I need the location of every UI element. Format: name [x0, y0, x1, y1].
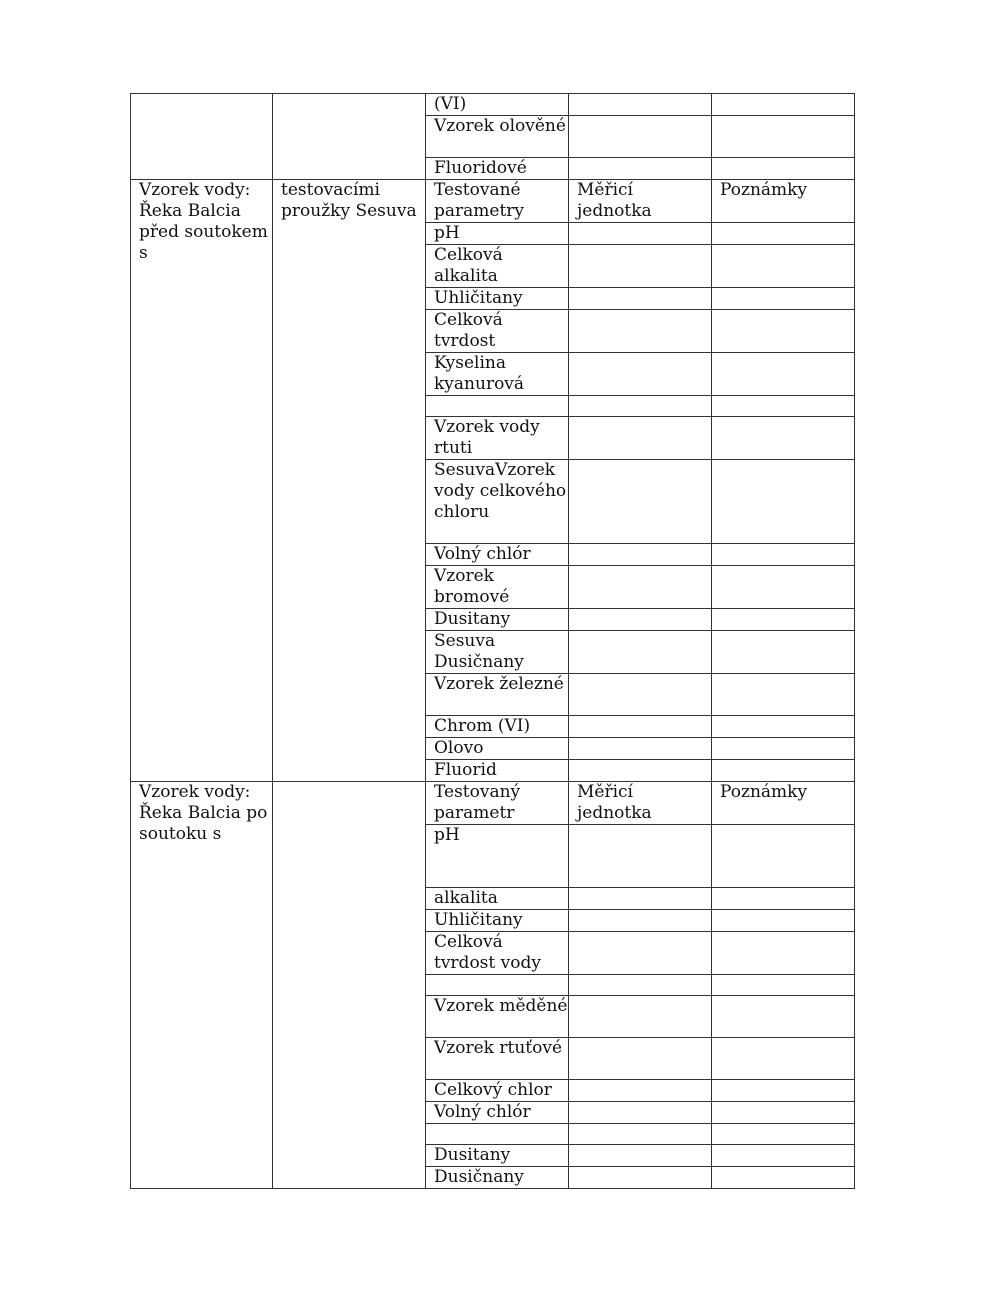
note-cell	[712, 716, 855, 738]
note-cell	[712, 1124, 855, 1145]
parameter-cell: Kyselina kyanurová	[426, 353, 569, 396]
note-cell	[712, 1167, 855, 1189]
parameter-cell: Dusičnany	[426, 1167, 569, 1189]
note-cell	[712, 396, 855, 417]
parameter-cell: Olovo	[426, 738, 569, 760]
note-cell	[712, 1102, 855, 1124]
note-cell	[712, 353, 855, 396]
note-cell	[712, 310, 855, 353]
parameter-cell	[426, 975, 569, 996]
parameter-cell: Vzorek olověné	[426, 116, 569, 158]
note-cell: Poznámky	[712, 180, 855, 223]
method-cell	[273, 782, 426, 1189]
unit-cell	[569, 396, 712, 417]
unit-cell	[569, 996, 712, 1038]
table-row	[131, 782, 855, 825]
note-cell	[712, 1145, 855, 1167]
note-cell	[712, 223, 855, 245]
parameter-cell: (VI)	[426, 94, 569, 116]
parameter-cell: Testovaný parametr	[426, 782, 569, 825]
parameter-cell: Vzorek rtuťové	[426, 1038, 569, 1080]
unit-cell	[569, 674, 712, 716]
method-cell: testovacími proužky Sesuva	[273, 180, 426, 782]
parameter-cell: Vzorek železné	[426, 674, 569, 716]
parameter-cell	[426, 1124, 569, 1145]
note-cell	[712, 888, 855, 910]
parameter-cell: Dusitany	[426, 609, 569, 631]
unit-cell	[569, 609, 712, 631]
note-cell	[712, 932, 855, 975]
unit-cell	[569, 544, 712, 566]
parameter-cell: Vzorek vody rtuti	[426, 417, 569, 460]
unit-cell	[569, 631, 712, 674]
unit-cell: Měřicí jednotka	[569, 782, 712, 825]
unit-cell: Měřicí jednotka	[569, 180, 712, 223]
note-cell	[712, 1080, 855, 1102]
note-cell	[712, 1038, 855, 1080]
note-cell	[712, 288, 855, 310]
unit-cell	[569, 1124, 712, 1145]
parameter-cell: Testované parametry	[426, 180, 569, 223]
parameter-cell: Fluorid	[426, 760, 569, 782]
unit-cell	[569, 888, 712, 910]
unit-cell	[569, 910, 712, 932]
note-cell: Poznámky	[712, 782, 855, 825]
parameter-cell: Celková alkalita	[426, 245, 569, 288]
unit-cell	[569, 353, 712, 396]
parameter-cell: Sesuva Dusičnany	[426, 631, 569, 674]
parameter-cell: Dusitany	[426, 1145, 569, 1167]
parameter-cell: Celková tvrdost vody	[426, 932, 569, 975]
parameter-cell: Vzorek bromové	[426, 566, 569, 609]
sample-cell: Vzorek vody: Řeka Balcia po soutoku s	[131, 782, 273, 1189]
unit-cell	[569, 932, 712, 975]
note-cell	[712, 825, 855, 888]
parameter-cell: pH	[426, 223, 569, 245]
water-test-table	[130, 93, 855, 1189]
unit-cell	[569, 1145, 712, 1167]
parameter-cell: Vzorek měděné	[426, 996, 569, 1038]
table-row	[131, 180, 855, 223]
parameter-cell: alkalita	[426, 888, 569, 910]
sample-cell	[131, 94, 273, 180]
note-cell	[712, 910, 855, 932]
unit-cell	[569, 158, 712, 180]
unit-cell	[569, 1102, 712, 1124]
note-cell	[712, 996, 855, 1038]
note-cell	[712, 674, 855, 716]
note-cell	[712, 94, 855, 116]
unit-cell	[569, 716, 712, 738]
note-cell	[712, 245, 855, 288]
parameter-cell	[426, 396, 569, 417]
unit-cell	[569, 310, 712, 353]
parameter-cell: Chrom (VI)	[426, 716, 569, 738]
unit-cell	[569, 245, 712, 288]
note-cell	[712, 544, 855, 566]
sample-cell: Vzorek vody: Řeka Balcia před soutokem s	[131, 180, 273, 782]
unit-cell	[569, 223, 712, 245]
note-cell	[712, 760, 855, 782]
unit-cell	[569, 116, 712, 158]
note-cell	[712, 631, 855, 674]
unit-cell	[569, 1167, 712, 1189]
unit-cell	[569, 94, 712, 116]
unit-cell	[569, 288, 712, 310]
parameter-cell: Fluoridové	[426, 158, 569, 180]
parameter-cell: SesuvaVzorek vody celkového chloru	[426, 460, 569, 544]
unit-cell	[569, 460, 712, 544]
note-cell	[712, 116, 855, 158]
unit-cell	[569, 975, 712, 996]
method-cell	[273, 94, 426, 180]
note-cell	[712, 566, 855, 609]
unit-cell	[569, 825, 712, 888]
note-cell	[712, 738, 855, 760]
note-cell	[712, 417, 855, 460]
parameter-cell: Celková tvrdost	[426, 310, 569, 353]
unit-cell	[569, 738, 712, 760]
table-body	[131, 94, 855, 1189]
unit-cell	[569, 760, 712, 782]
parameter-cell: Uhličitany	[426, 910, 569, 932]
unit-cell	[569, 417, 712, 460]
unit-cell	[569, 566, 712, 609]
note-cell	[712, 158, 855, 180]
parameter-cell: Celkový chlor	[426, 1080, 569, 1102]
parameter-cell: Uhličitany	[426, 288, 569, 310]
parameter-cell: pH	[426, 825, 569, 888]
note-cell	[712, 975, 855, 996]
table-row	[131, 94, 855, 116]
parameter-cell: Volný chlór	[426, 1102, 569, 1124]
note-cell	[712, 460, 855, 544]
note-cell	[712, 609, 855, 631]
parameter-cell: Volný chlór	[426, 544, 569, 566]
unit-cell	[569, 1038, 712, 1080]
unit-cell	[569, 1080, 712, 1102]
